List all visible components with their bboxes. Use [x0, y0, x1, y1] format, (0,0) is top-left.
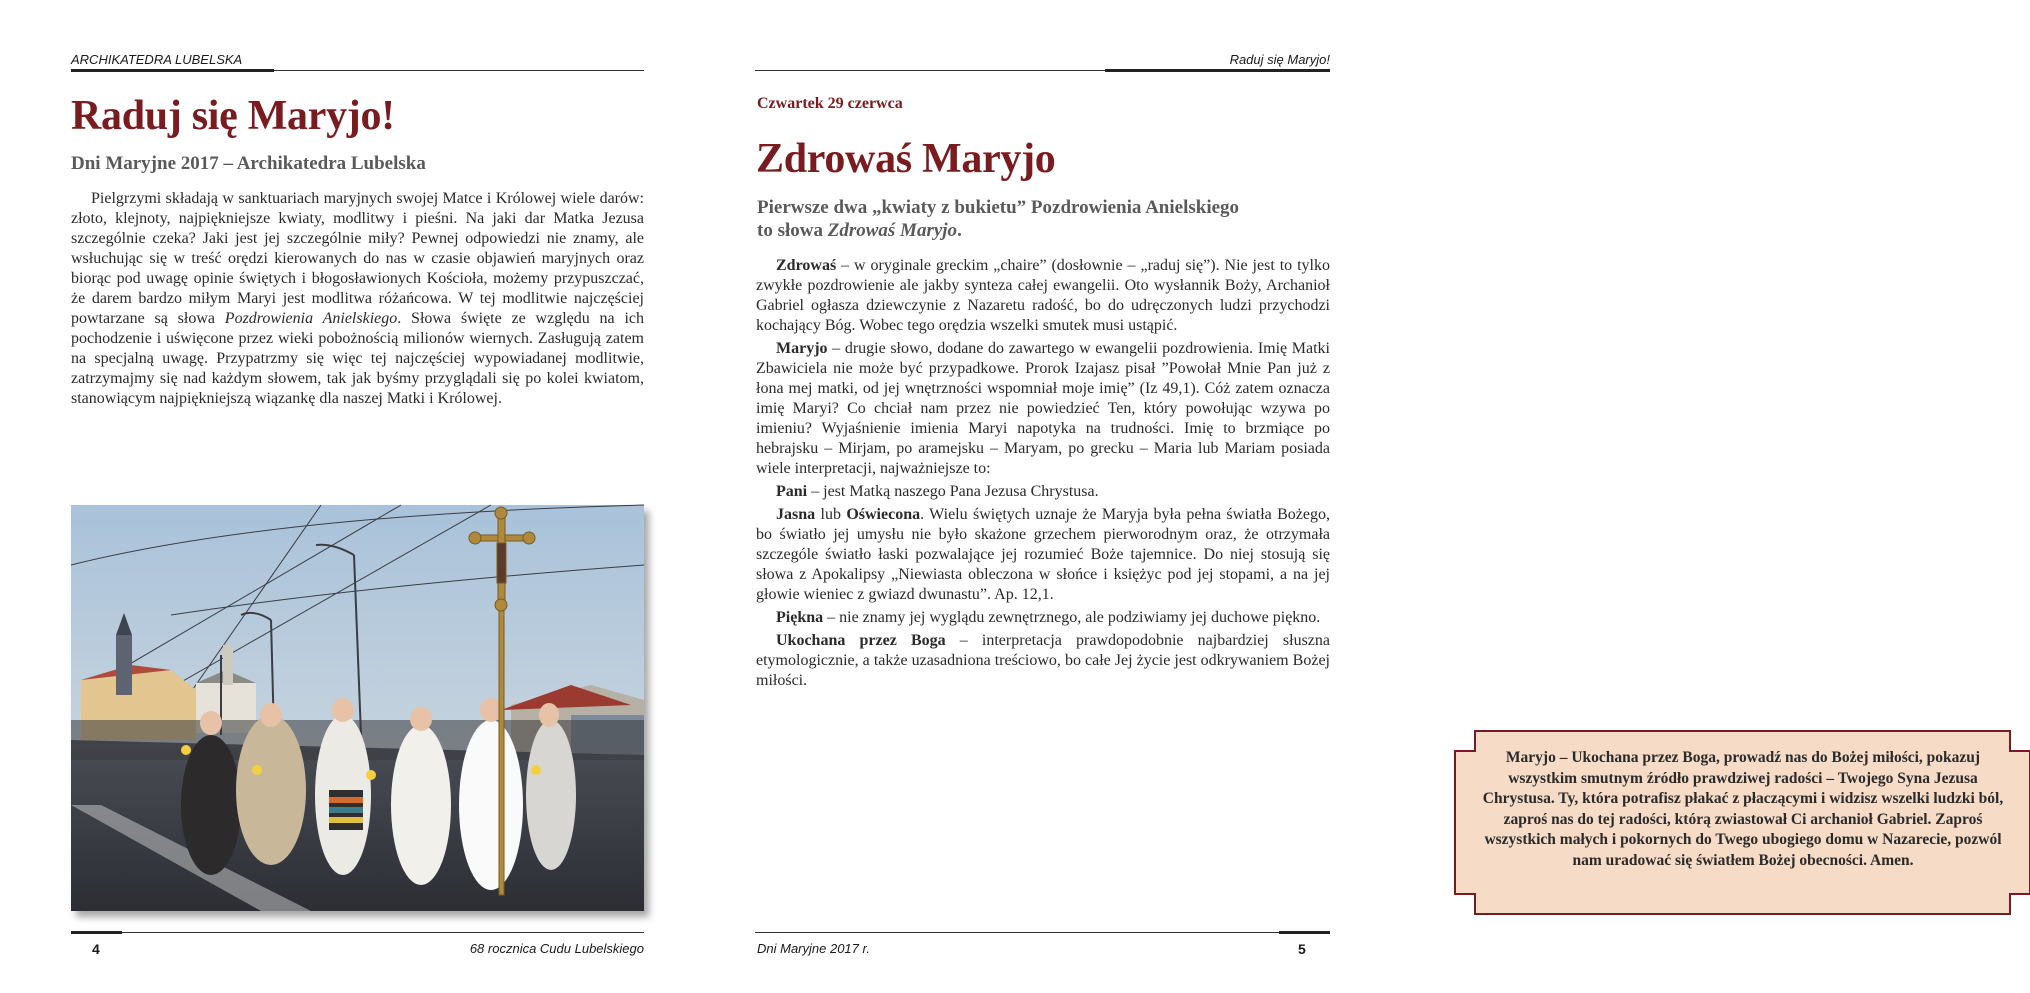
page-title: Raduj się Maryjo! — [71, 93, 395, 139]
page-number: 5 — [1298, 941, 1306, 957]
definition-paragraph: Piękna – nie znamy jej wyglądu zewnętrznego, ale podziwiamy jej duchowe piękno. — [776, 609, 1321, 626]
date-label: Czwartek 29 czerwca — [757, 95, 903, 112]
header-rule-thick — [1105, 69, 1330, 72]
intro-paragraph: Pielgrzymi składają w sanktuariach maryjnych swojej Matce i Królowej wiele darów: złoto, klejnoty, najpiękniejsze kwiaty, modlitwy i pieśni. Na jaki dar Matka Jezusa szczególnie czeka? Jaki jest jej szczególnie miły? Pewnej odpowiedzi nie znamy, ale wsłuchując się w treść orędzi kierowanych do nas w czasie objawień maryjnych oraz biorąc pod uwagę opinie świętych i błogosławionych Kościoła, możemy przypuszczać, że darem bardzo miłym Maryi jest modlitwa różańcowa. W tej modlitwie najczęściej powtarzane są słowa Pozdrowienia Anielskiego. Słowa święte ze względu na ich pochodzenie i uświęcone przez wieki pobożnością milionów wiernych. Zasługują zatem na specjalną uwagę. Przypatrzmy się więc tej najczęściej wypowiadanej modlitwie, zatrzymajmy się nad każdym słowem, tak jak byśmy przyglądali się po kolei kwiatom, stanowiącym najpiękniejszą wiązankę dla naszej Matki i Królowej. — [71, 190, 644, 407]
definition-paragraph: Pani – jest Matką naszego Pana Jezusa Chrystusa. — [776, 483, 1099, 500]
footer-rule-thick — [1279, 931, 1330, 934]
footer-rule — [122, 932, 644, 933]
section-subtitle: Pierwsze dwa „kwiaty z bukietu” Pozdrowienia Anielskiego to słowa Zdrowaś Maryjo. — [757, 197, 1240, 241]
definition-paragraph: Jasna lub Oświecona. Wielu świętych uznaje że Maryja była pełna światła Bożego, bo światło jej umysłu nie było skażone grzechem pierworodnym oraz, że otrzymała szczególe światło łaski pozwalające jej rozumieć Boże tajemnice. Do niej stosują się słowa z Apokalipsy „Niewiasta obleczona w słońce i księżyc pod jej stopami, a na jej głowie wieniec z gwiazd dwunastu”. Ap. 12,1. — [756, 506, 1330, 603]
page-subtitle: Dni Maryjne 2017 – Archikatedra Lubelska — [71, 153, 426, 174]
right-page — [700, 0, 2004, 993]
prayer-text: Maryjo – Ukochana przez Boga, prowadź nas do Bożej miłości, pokazuj wszystkim smutnym źródło prawdziwej radości – Twojego Syna Jezusa Chrystusa. Ty, która potrafisz płakać z płaczącymi i widzisz wszelki ludzki ból, zaproś nas do tej radości, którą zwiastował Ci archanioł Gabriel. Zaproś wszystkich małych i pokornych do Twego ubogiego domu w Nazarecie, pozwól nam uradować się światłem Bożej obecności. Amen. — [1482, 749, 2004, 869]
intro-text — [71, 189, 644, 409]
running-head-right: Raduj się Maryjo! — [1229, 52, 1330, 67]
page-number: 4 — [92, 941, 100, 957]
procession-photo — [71, 505, 644, 911]
footer-text: 68 rocznica Cudu Lubelskiego — [469, 941, 644, 956]
definition-paragraph: Zdrowaś – w oryginale greckim „chaire” (dosłownie – „raduj się”). Nie jest to tylko zwykłe pozdrowienie ale jakby synteza całej ewangelii. Oto wysłannik Boży, Archanioł Gabriel ogłasza dziewczynie z Nazaretu radość, bo do udręczonych ludzi przychodzi kochający Bóg. Wobec tego orędzia wszelki smutek musi ustąpić. — [756, 257, 1330, 334]
prayer-box — [1455, 731, 2030, 914]
left-page — [0, 0, 700, 993]
footer-text: Dni Maryjne 2017 r. — [757, 941, 870, 956]
definition-paragraph: Ukochana przez Boga – interpretacja prawdopodobnie najbardziej słuszna etymologicznie, a także uzasadniona treściowo, bo całe Jej życie jest odkrywaniem Bożej miłości. — [756, 632, 1330, 689]
footer-rule — [755, 932, 1279, 933]
header-rule — [755, 70, 1105, 71]
footer-rule-thick — [71, 931, 122, 934]
header-rule-thick — [71, 69, 274, 72]
definition-paragraph: Maryjo – drugie słowo, dodane do zawartego w ewangelii pozdrowienia. Imię Matki Zbawiciela nie może być przypadkowe. Prorok Izajasz pisał ”Powołał Mnie Pan już z łona mej matki, od jej wnętrzności wspomniał moje imię” (Iz 49,1). Cóż zatem oznacza imię Maryi? Co chciał nam przez nie powiedzieć Ten, który powołując wzywa po imieniu? Wyjaśnienie imienia Maryi napotyka na trudności. Imię to brzmiące po hebrajsku – Mirjam, po aramejsku – Maryam, po grecku – Maria lub Mariam posiada wiele interpretacji, najważniejsze to: — [756, 340, 1330, 477]
running-head-left: ARCHIKATEDRA LUBELSKA — [71, 52, 243, 67]
section-title: Zdrowaś Maryjo — [756, 136, 1056, 182]
definitions-text — [756, 256, 1330, 691]
header-rule — [274, 70, 644, 71]
